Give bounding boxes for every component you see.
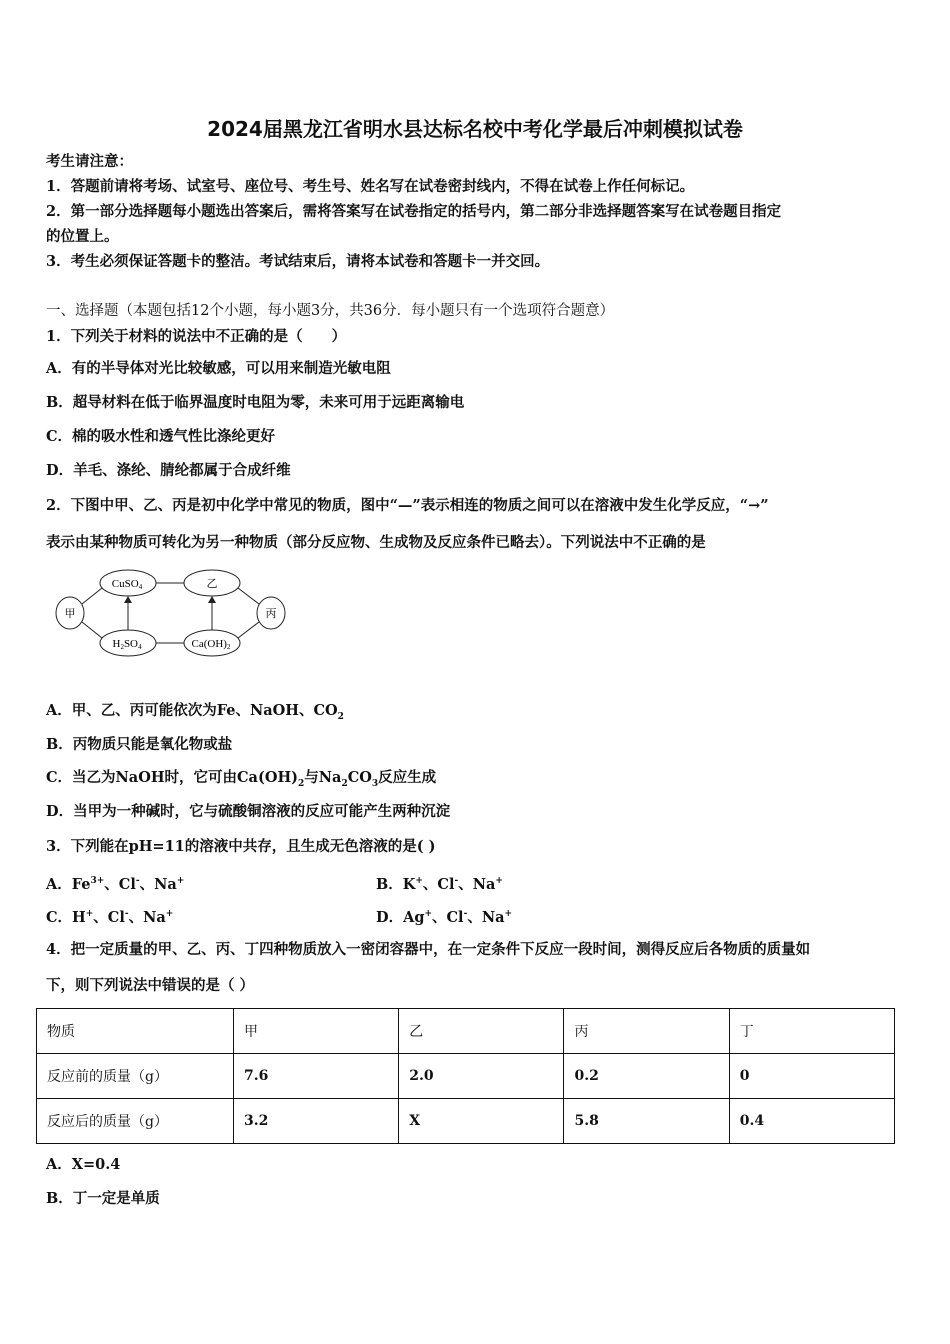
notice-heading: 考生请注意： [46, 153, 133, 170]
q1-option-d: D．羊毛、涤纶、腈纶都属于合成纤维 [46, 462, 291, 479]
link-jia-h2so4 [82, 622, 102, 638]
reaction-diagram [52, 566, 292, 660]
table-cell: 7.6 [233, 1054, 398, 1099]
q3-option-d: D．Ag+、Cl-、Na+ [376, 908, 513, 926]
q1-option-b: B．超导材料在低于临界温度时电阻为零，未来可用于远距离输电 [46, 394, 465, 411]
mass-table [36, 1008, 895, 1144]
table-cell: X [399, 1099, 564, 1144]
q2-option-c: C．当乙为NaOH时，它可由$Ca(OH)_2$与$Na_2CO_3$反应生成 [46, 769, 437, 789]
q4-option-a: A．X=0.4 [46, 1156, 121, 1173]
table-cell: 2.0 [399, 1054, 564, 1099]
q2-stem-1: 2．下图中甲、乙、丙是初中化学中常见的物质，图中“—”表示相连的物质之间可以在溶液中发生化学反应，“→” [46, 497, 769, 514]
notice-item-3: 3．考生必须保证答题卡的整洁。考试结束后，请将本试卷和答题卡一并交回。 [46, 253, 550, 270]
q4-stem-2: 下，则下列说法中错误的是（ ） [46, 977, 255, 994]
q3-option-c: C．H+、Cl-、Na+ [46, 908, 174, 926]
table-cell: 5.8 [564, 1099, 729, 1144]
table-header-cell: 丁 [729, 1009, 894, 1054]
arrowhead-cuso4 [124, 596, 132, 603]
q2-option-d: D．当甲为一种碱时，它与硫酸铜溶液的反应可能产生两种沉淀 [46, 803, 451, 820]
table-cell: 反应后的质量（g） [37, 1099, 234, 1144]
table-cell: 0 [729, 1054, 894, 1099]
link-yi-bing [238, 588, 259, 604]
arrowhead-yi [208, 596, 216, 603]
label-jia: 甲 [64, 608, 76, 620]
table-header-cell: 甲 [233, 1009, 398, 1054]
page-title: 2024届黑龙江省明水县达标名校中考化学最后冲刺模拟试卷 [207, 117, 743, 141]
q1-option-c: C．棉的吸水性和透气性比涤纶更好 [46, 428, 276, 445]
label-bing: 丙 [265, 608, 277, 620]
q1-option-a: A．有的半导体对光比较敏感，可以用来制造光敏电阻 [46, 360, 391, 377]
notice-item-2: 2．第一部分选择题每小题选出答案后，需将答案写在试卷指定的括号内，第二部分非选择题答案写在试卷题目指定 [46, 203, 782, 220]
q2-stem-2: 表示由某种物质可转化为另一种物质（部分反应物、生成物及反应条件已略去）。下列说法中不正确的是 [46, 534, 706, 551]
table-cell: 0.2 [564, 1054, 729, 1099]
label-yi: 乙 [206, 578, 218, 590]
table-header-cell: 物质 [37, 1009, 234, 1054]
q3-option-a: A．$Fe^{3+}$、Cl-、Na+ [46, 875, 185, 893]
q2-option-a: A．甲、乙、丙可能依次为Fe、NaOH、$CO_2$ [46, 702, 344, 722]
notice-item-2-cont: 的位置上。 [46, 228, 119, 245]
q4-stem-1: 4．把一定质量的甲、乙、丙、丁四种物质放入一密闭容器中，在一定条件下反应一段时间，测得反应后各物质的质量如 [46, 941, 811, 958]
table-header-row [37, 1009, 895, 1054]
table-cell: 3.2 [233, 1099, 398, 1144]
table-header-cell: 乙 [399, 1009, 564, 1054]
notice-item-1: 1．答题前请将考场、试室号、座位号、考生号、姓名写在试卷密封线内，不得在试卷上作任何标记。 [46, 178, 695, 195]
link-jia-cuso4 [82, 588, 102, 604]
table-cell: 反应前的质量（g） [37, 1054, 234, 1099]
label-cuso4: CuSO4 [111, 578, 143, 591]
table-cell: 0.4 [729, 1099, 894, 1144]
q2-option-b: B．丙物质只能是氧化物或盐 [46, 736, 233, 753]
table-header-cell: 丙 [564, 1009, 729, 1054]
table-row [37, 1099, 895, 1144]
q3-option-b: B．K+、Cl-、Na+ [376, 875, 503, 893]
link-caoh2-bing [238, 622, 259, 638]
q3-stem: 3．下列能在pH=11的溶液中共存，且生成无色溶液的是( ) [46, 838, 436, 855]
label-h2so4: H2SO4 [112, 638, 142, 651]
q1-stem: 1．下列关于材料的说法中不正确的是（ ） [46, 328, 347, 345]
label-caoh2: Ca(OH)2 [191, 638, 231, 651]
section-heading: 一、选择题（本题包括12个小题，每小题3分，共36分．每小题只有一个选项符合题意） [46, 303, 615, 319]
q4-option-b: B．丁一定是单质 [46, 1190, 160, 1207]
table-row [37, 1054, 895, 1099]
